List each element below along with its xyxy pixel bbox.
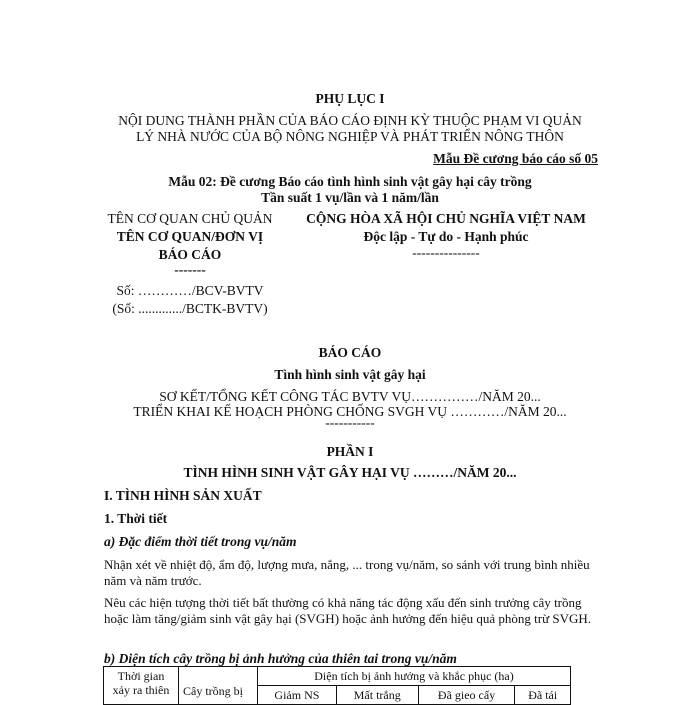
report-frequency: Tần suất 1 vụ/lần và 1 năm/lần	[261, 190, 439, 205]
form-title: Mẫu 02: Đề cương Báo cáo tình hình sinh vật gây hại cây trồng	[168, 174, 532, 189]
table-header-time	[104, 667, 179, 705]
paragraph-weather-remarks: Nhận xét về nhiệt độ, ẩm độ, lượng mưa, nắng, ... trong vụ/năm, so sánh với trung bình nhiều năm và năm trước.	[104, 557, 590, 588]
table-header-crop: Cây trồng bị	[179, 667, 258, 705]
table-header-affected-area: Diện tích bị ảnh hưởng và khắc phục (ha)	[258, 667, 571, 686]
template-reference: Mẫu Đề cương báo cáo số 05	[433, 151, 598, 166]
subsection-weather: 1. Thời tiết	[104, 511, 168, 526]
document-number: Số: …………/BCV-BVTV	[116, 283, 264, 298]
subsection-weather-b: b) Diện tích cây trồng bị ảnh hưởng của thiên tai trong vụ/năm	[104, 651, 457, 666]
disaster-damage-table	[103, 666, 571, 705]
motto-divider: ---------------	[412, 245, 480, 260]
document-number-alt: (Số: ............./BCTK-BVTV)	[112, 301, 268, 316]
part-title: TÌNH HÌNH SINH VẬT GÂY HẠI VỤ ………/NĂM 20...	[183, 465, 517, 480]
document-title-line1: NỘI DUNG THÀNH PHẦN CỦA BÁO CÁO ĐỊNH KỲ THUỘC PHẠM VI QUẢN	[118, 113, 582, 128]
national-motto-block	[298, 210, 594, 260]
table-subheader-resown: Đã tái	[515, 686, 571, 705]
document-number-block	[100, 282, 280, 318]
section-heading: I. TÌNH HÌNH SẢN XUẤT	[104, 488, 262, 503]
table-header-time-line1: Thời gian	[117, 669, 165, 683]
agency-divider: -------	[174, 262, 206, 277]
report-divider: -----------	[325, 415, 375, 430]
document-title-line2: LÝ NHÀ NƯỚC CỦA BỘ NÔNG NGHIỆP VÀ PHÁT TRIỂN NÔNG THÔN	[136, 129, 564, 144]
national-motto: Độc lập - Tự do - Hạnh phúc	[363, 229, 529, 244]
report-period-line2: TRIỂN KHAI KẾ HOẠCH PHÒNG CHỐNG SVGH VỤ …………/NĂM 20...	[133, 404, 567, 419]
table-header-time-line2: xảy ra thiên	[112, 683, 170, 697]
subsection-weather-a: a) Đặc điểm thời tiết trong vụ/năm	[104, 534, 297, 549]
report-period-line1: SƠ KẾT/TỔNG KẾT CÔNG TÁC BVTV VỤ……………/NĂM 20...	[159, 389, 541, 404]
report-subtitle: Tình hình sinh vật gây hại	[274, 367, 426, 382]
issuing-agency-block	[100, 210, 280, 276]
appendix-label: PHỤ LỤC I	[315, 91, 385, 106]
table-subheader-total-loss: Mất trắng	[336, 686, 418, 705]
table-subheader-yield-loss: Giảm NS	[258, 686, 337, 705]
table-subheader-replanted: Đã gieo cấy	[418, 686, 515, 705]
report-title: BÁO CÁO	[318, 345, 382, 360]
reporting-unit-name: TÊN CƠ QUAN/ĐƠN VỊ	[116, 229, 264, 244]
reporting-unit-suffix: BÁO CÁO	[158, 247, 222, 262]
paragraph-abnormal-weather: Nêu các hiện tượng thời tiết bất thường có khả năng tác động xấu đến sinh trưởng cây trồng hoặc làm tăng/giảm sinh vật gây hại (SVGH) hoặc ảnh hưởng đến hiệu quả phòng trừ SVGH.	[104, 595, 592, 626]
country-name: CỘNG HÒA XÃ HỘI CHỦ NGHĨA VIỆT NAM	[306, 211, 586, 226]
parent-agency-name: TÊN CƠ QUAN CHỦ QUẢN	[107, 211, 273, 226]
part-heading: PHẦN I	[326, 444, 374, 459]
